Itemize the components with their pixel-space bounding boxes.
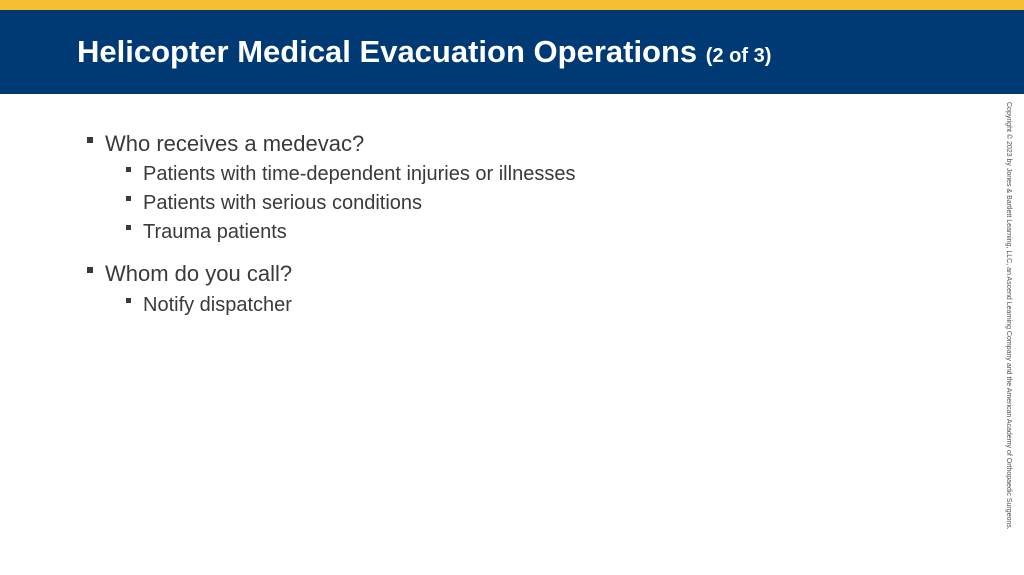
slide-title-suffix: (2 of 3) [705,45,772,67]
bullet-marker [87,137,93,143]
sub-bullet-marker [126,196,131,201]
sub-bullet-marker [126,167,131,172]
copyright-notice: Copyright © 2023 by Jones & Bartlett Learning, LLC, an Ascend Learning Company and the American Academy of Orthopaedic Surgeons. [1005,102,1012,530]
sub-bullet-item: Patients with time-dependent injuries or illnesses [143,163,576,185]
sub-bullet-item: Notify dispatcher [143,294,292,316]
sub-bullet-marker [126,225,131,230]
bullet-marker [87,267,93,273]
sub-bullet-item: Patients with serious conditions [143,192,423,214]
sub-bullet-marker [126,298,131,303]
bullet-item: Whom do you call? [105,261,293,286]
slide-title-text: Helicopter Medical Evacuation Operations [77,34,698,69]
bullet-item: Who receives a medevac? [105,131,365,156]
sub-bullet-item: Trauma patients [143,221,287,243]
